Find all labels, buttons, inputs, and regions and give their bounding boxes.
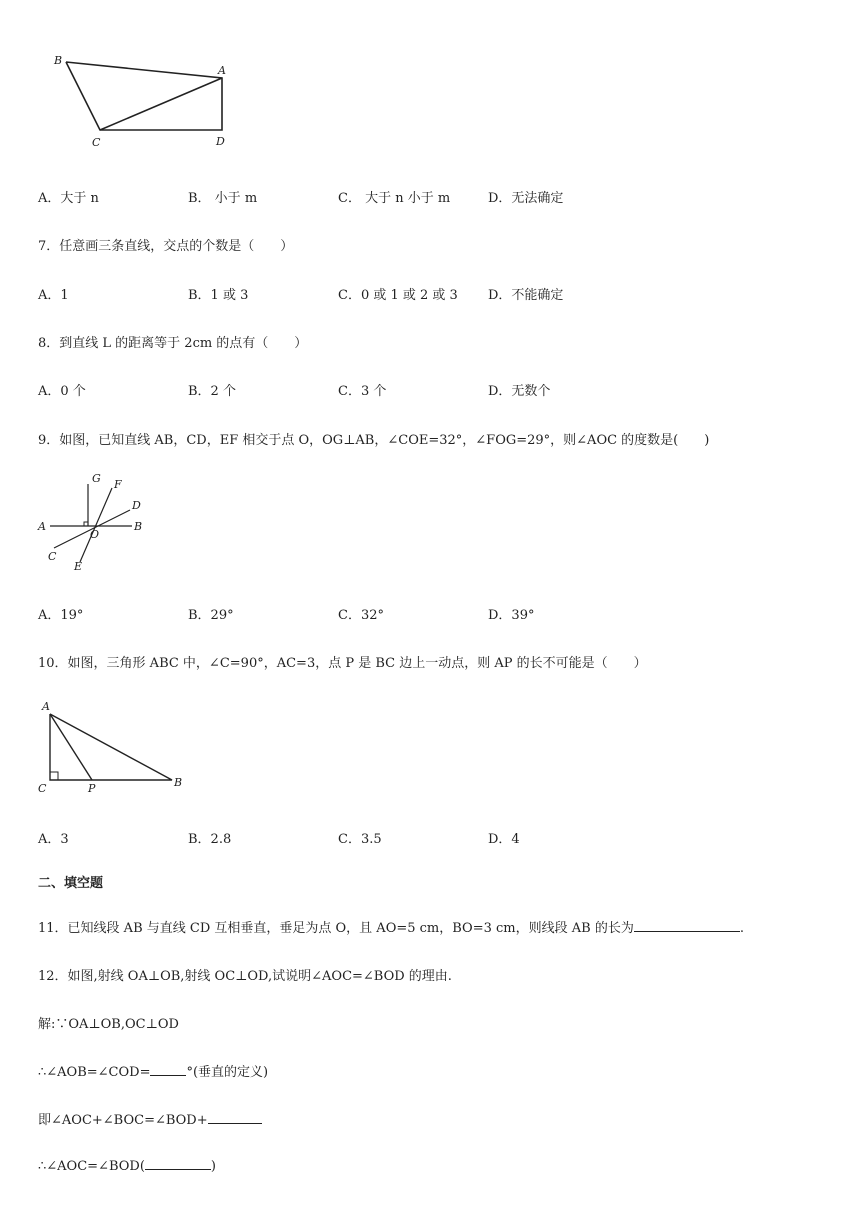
label-A: A: [218, 64, 226, 77]
q7-option-d: D．不能确定: [488, 288, 564, 303]
q12-line3-text: 即∠AOC+∠BOC=∠BOD+: [38, 1113, 208, 1128]
q8-option-c: C．3 个: [338, 384, 387, 399]
q8-stem: 8．到直线 L 的距离等于 2cm 的点有（ ）: [38, 336, 308, 351]
label-D: D: [132, 499, 141, 512]
q12-line2-reason: °(垂直的定义): [186, 1065, 269, 1080]
label-B: B: [134, 520, 143, 533]
label-C: C: [48, 550, 57, 563]
label-G: G: [92, 472, 101, 485]
q12-line1: 解:∵OA⊥OB,OC⊥OD: [38, 1017, 179, 1032]
label-C: C: [38, 782, 47, 795]
q9-option-c: C．32°: [338, 608, 384, 623]
q11-end: .: [739, 921, 744, 936]
q12-line4: [38, 1157, 216, 1174]
q12-line4-text: ∴∠AOC=∠BOD(: [38, 1159, 145, 1174]
q12-line2: [38, 1061, 268, 1080]
q6-option-c: C． 大于 n 小于 m: [338, 191, 451, 206]
label-B: B: [174, 776, 183, 789]
q9-option-b: B．29°: [188, 608, 234, 623]
q12-line3: [38, 1109, 262, 1128]
q7-option-c: C．0 或 1 或 2 或 3: [338, 288, 458, 303]
q9-option-d: D．39°: [488, 608, 535, 623]
q10-option-c: C．3.5: [338, 832, 382, 847]
q12-blank-reason[interactable]: [145, 1157, 211, 1170]
q10-option-b: B．2.8: [188, 832, 232, 847]
q7-option-a: A．1: [38, 288, 69, 303]
label-D: D: [216, 135, 225, 148]
q9-stem: 9．如图，已知直线 AB，CD，EF 相交于点 O，OG⊥AB，∠COE=32°，∠FOG=29°，则∠AOC 的度数是( ): [38, 433, 710, 448]
label-E: E: [74, 560, 83, 573]
q12-blank-angle[interactable]: [208, 1111, 262, 1124]
q7-option-b: B．1 或 3: [188, 288, 249, 303]
q10-stem: 10．如图，三角形 ABC 中，∠C=90°，AC=3，点 P 是 BC 边上一动点，则 AP 的长不可能是（ ）: [38, 656, 647, 671]
q6-option-a: A．大于 n: [38, 191, 99, 206]
q10-option-a: A．3: [38, 832, 69, 847]
q11-answer-blank[interactable]: [634, 919, 740, 932]
figure-right-triangle: [30, 696, 200, 800]
figure-intersecting-lines: [30, 470, 160, 576]
q8-option-b: B．2 个: [188, 384, 236, 399]
q8-option-d: D．无数个: [488, 384, 551, 399]
q12-stem: 12．如图,射线 OA⊥OB,射线 OC⊥OD,试说明∠AOC=∠BOD 的理由.: [38, 969, 452, 984]
q6-option-d: D．无法确定: [488, 191, 564, 206]
section-title-fill-in: 二、填空题: [38, 875, 104, 890]
q8-option-a: A．0 个: [38, 384, 86, 399]
q10-option-d: D．4: [488, 832, 520, 847]
label-A: A: [42, 700, 50, 713]
q7-stem: 7．任意画三条直线，交点的个数是（ ）: [38, 239, 294, 254]
figure-quadrilateral: [40, 48, 250, 158]
label-P: P: [88, 782, 96, 795]
label-C: C: [92, 136, 101, 149]
label-O: O: [90, 528, 100, 541]
q9-option-a: A．19°: [38, 608, 84, 623]
label-F: F: [114, 478, 122, 491]
q6-option-b: B． 小于 m: [188, 191, 258, 206]
q12-line4-close: ): [210, 1159, 216, 1174]
label-A: A: [38, 520, 46, 533]
q11: [38, 917, 744, 936]
q11-stem: 11．已知线段 AB 与直线 CD 互相垂直，垂足为点 O，且 AO=5 cm，BO=3 cm，则线段 AB 的长为: [38, 921, 634, 936]
q12-blank-degree[interactable]: [150, 1063, 186, 1076]
label-B: B: [54, 54, 63, 67]
q12-line2-text: ∴∠AOB=∠COD=: [38, 1065, 151, 1080]
